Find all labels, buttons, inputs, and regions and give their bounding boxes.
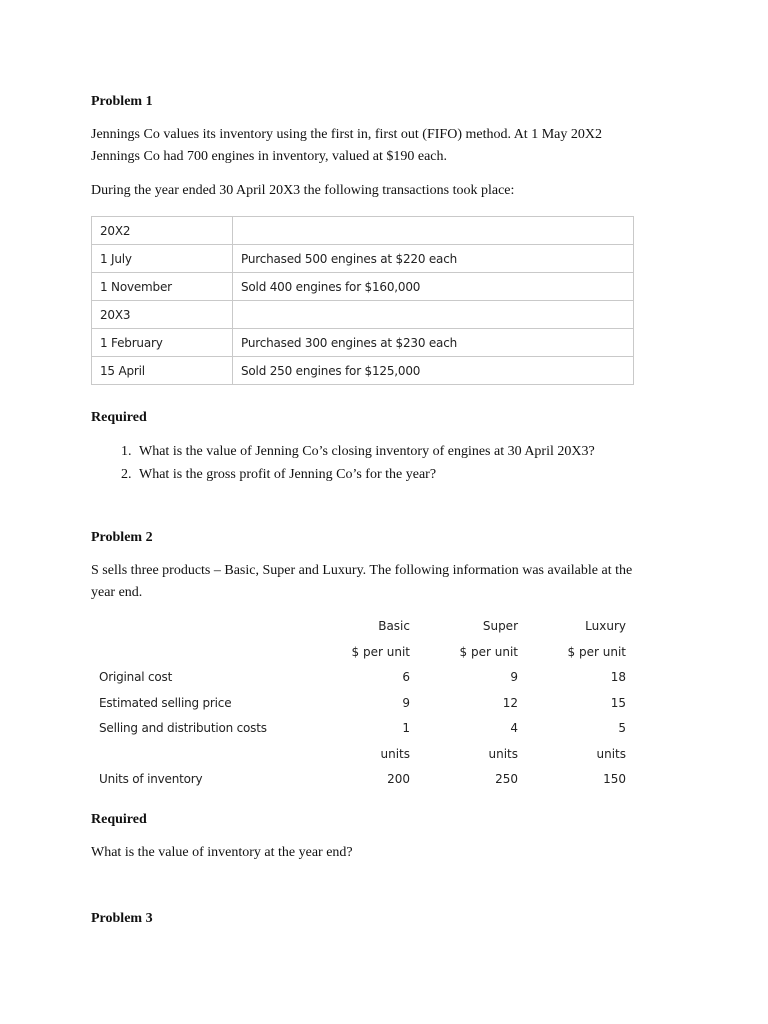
problem-1-intro	[91, 124, 691, 168]
cell-value: 250	[495, 772, 518, 786]
table-row	[91, 767, 636, 793]
problem-2-intro-line-2: year end.	[91, 585, 143, 600]
table-row	[92, 273, 634, 301]
table-row	[92, 217, 634, 245]
unit-header: $ per unit	[351, 644, 410, 659]
problem-1-heading: Problem 1	[91, 94, 153, 109]
cell-value: 200	[387, 772, 410, 786]
unit-header: $ per unit	[459, 644, 518, 659]
transaction-detail: Sold 250 engines for $125,000	[233, 357, 634, 385]
table-row	[91, 716, 636, 742]
problem-2-question: What is the value of inventory at the year end?	[91, 845, 353, 860]
cell-value: 1	[402, 721, 410, 735]
row-label: Selling and distribution costs	[99, 721, 267, 735]
problem-2-intro	[91, 560, 691, 604]
cell-value: 9	[510, 670, 518, 684]
transaction-detail: Purchased 500 engines at $220 each	[233, 245, 634, 273]
units-header-row	[91, 742, 636, 768]
transaction-detail: Purchased 300 engines at $230 each	[233, 329, 634, 357]
transaction-date: 1 July	[92, 245, 233, 273]
transaction-detail: Sold 400 engines for $160,000	[233, 273, 634, 301]
unit-header: $ per unit	[567, 644, 626, 659]
transaction-date: 20X3	[92, 301, 233, 329]
table-row	[92, 245, 634, 273]
cell-value: 4	[510, 721, 518, 735]
units-header: units	[596, 746, 626, 761]
unit-header-row	[91, 640, 636, 666]
problem-1-questions	[91, 440, 735, 486]
transactions-table	[91, 216, 634, 385]
table-row	[92, 301, 634, 329]
units-header: units	[380, 746, 410, 761]
table-row	[92, 357, 634, 385]
transaction-date: 1 November	[92, 273, 233, 301]
product-info-table	[91, 614, 636, 793]
cell-value: 15	[610, 695, 626, 710]
column-header-row	[91, 614, 636, 640]
table-row	[91, 691, 636, 717]
problem-1-required-heading: Required	[91, 410, 147, 425]
row-label: Original cost	[99, 670, 173, 684]
cell-value: 9	[402, 695, 410, 710]
problem-2-intro-line-1: S sells three products – Basic, Super and Luxury. The following information was available at the	[91, 563, 633, 578]
problem-2-required-heading: Required	[91, 812, 147, 827]
row-label: Estimated selling price	[99, 695, 232, 710]
question-item: 1. What is the value of Jenning Co’s closing inventory of engines at 30 April 20X3?	[135, 440, 735, 463]
problem-1-intro-line-1: Jennings Co values its inventory using the first in, first out (FIFO) method. At 1 May 20X2	[91, 127, 602, 142]
transaction-detail	[233, 301, 634, 329]
cell-value: 12	[502, 695, 518, 710]
transaction-date: 15 April	[92, 357, 233, 385]
transaction-date: 20X2	[92, 217, 233, 245]
problem-1-intro-line-2: Jennings Co had 700 engines in inventory, valued at $190 each.	[91, 149, 448, 164]
column-header-super: Super	[482, 619, 518, 633]
table-row	[91, 665, 636, 691]
cell-value: 5	[618, 721, 626, 735]
cell-value: 6	[402, 670, 410, 684]
problem-3-heading: Problem 3	[91, 911, 153, 926]
problem-2-heading: Problem 2	[91, 530, 153, 545]
question-item: 2. What is the gross profit of Jenning Co’s for the year?	[135, 463, 735, 486]
problem-1-during-text: During the year ended 30 April 20X3 the following transactions took place:	[91, 183, 515, 198]
cell-value: 18	[610, 670, 626, 684]
row-label: Units of inventory	[99, 772, 203, 786]
transaction-detail	[233, 217, 634, 245]
table-row	[92, 329, 634, 357]
units-header: units	[488, 746, 518, 761]
column-header-luxury: Luxury	[585, 619, 626, 633]
cell-value: 150	[603, 772, 626, 786]
column-header-basic: Basic	[378, 619, 410, 633]
transaction-date: 1 February	[92, 329, 233, 357]
